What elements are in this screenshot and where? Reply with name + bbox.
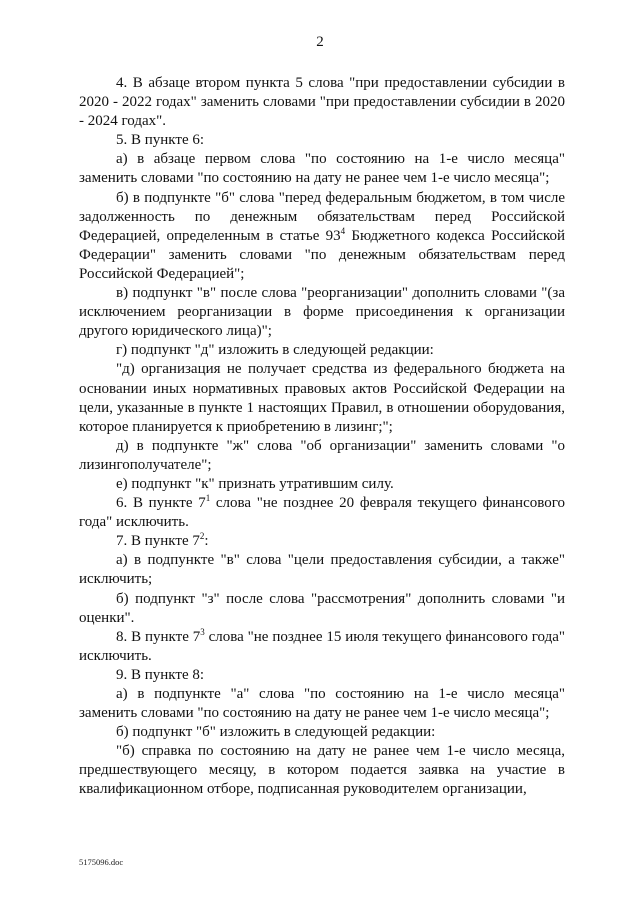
paragraph-text: б) в подпункте "б" слова "перед федеральным бюджетом, в том числе задолженность по денежным обязательствам перед Российской Федерацией, определенным в статье 93 <box>79 189 565 244</box>
paragraph-text: б) подпункт "б" изложить в следующей редакции: <box>116 724 436 741</box>
paragraph <box>79 189 565 284</box>
paragraph <box>79 532 565 551</box>
paragraph-text: 9. В пункте 8: <box>116 666 205 683</box>
paragraph-text: а) в подпункте "а" слова "по состоянию на 1-е число месяца" заменить словами "по состоянию на дату не ранее чем 1-е число месяца"; <box>79 686 565 722</box>
superscript: 3 <box>200 626 205 637</box>
paragraph-text: 4. В абзаце втором пункта 5 слова "при предоставлении субсидии в 2020 - 2022 годах" заменить словами "при предоставлении субсидии в 2020 - 2024 годах". <box>79 75 565 130</box>
paragraph-text: слова "не позднее 15 июля текущего финансового года" исключить. <box>79 628 565 664</box>
paragraph <box>79 74 565 131</box>
paragraph <box>79 666 565 685</box>
paragraph <box>79 131 565 150</box>
paragraph <box>79 590 565 628</box>
paragraph-text: 6. В пункте 7 <box>116 495 206 512</box>
paragraph-text: б) подпункт "з" после слова "рассмотрения" дополнить словами "и оценки". <box>79 590 565 626</box>
superscript: 4 <box>340 225 346 236</box>
paragraph-text: 5. В пункте 6: <box>116 132 205 149</box>
paragraph <box>79 360 565 436</box>
paragraph-text: д) в подпункте "ж" слова "об организации" заменить словами "о лизингополучателе"; <box>79 437 565 473</box>
paragraph <box>79 284 565 341</box>
paragraph <box>79 551 565 589</box>
paragraph <box>79 685 565 723</box>
paragraph-text: 7. В пункте 7 <box>116 533 200 550</box>
superscript: 1 <box>205 493 211 504</box>
paragraph-text: Бюджетного кодекса Российской Федерации" заменить словами "по денежным обязательствам перед Российской Федерацией"; <box>79 227 565 282</box>
document-body <box>79 74 565 800</box>
paragraph <box>79 475 565 494</box>
paragraph-text: г) подпункт "д" изложить в следующей редакции: <box>116 342 434 359</box>
paragraph-text: а) в абзаце первом слова "по состоянию на 1-е число месяца" заменить словами "по состоянию на дату не ранее чем 1-е число месяца"; <box>79 151 565 187</box>
paragraph <box>79 628 565 666</box>
superscript: 2 <box>199 531 205 542</box>
paragraph <box>79 723 565 742</box>
paragraph-text: а) в подпункте "в" слова "цели предоставления субсидии, а также" исключить; <box>79 552 565 588</box>
paragraph <box>79 742 565 799</box>
paragraph-text: в) подпункт "в" после слова "реорганизации" дополнить словами "(за исключением реорганизации в форме присоединения к организации другого юридического лица)"; <box>79 285 565 340</box>
paragraph-text: "б) справка по состоянию на дату не ранее чем 1-е число месяца, предшествующего месяцу, в котором подается заявка на участие в квалификационном отборе, подписанная руководителем организации, <box>79 743 565 798</box>
paragraph <box>79 341 565 360</box>
paragraph-text: 8. В пункте 7 <box>116 628 201 645</box>
page-number: 2 <box>316 34 324 50</box>
paragraph-text: : <box>204 533 209 550</box>
paragraph-text: "д) организация не получает средства из федерального бюджета на основании иных нормативных правовых актов Российской Федерации на цели, указанные в пункте 1 настоящих Правил, в отношении оборудования, которое планируется к приобретению в лизинг;"; <box>79 361 565 435</box>
document-filename: 5175096.doc <box>79 857 124 867</box>
paragraph-text: слова "не позднее 20 февраля текущего финансового года" исключить. <box>79 495 565 531</box>
paragraph-text: е) подпункт "к" признать утратившим силу. <box>116 475 394 492</box>
paragraph <box>79 150 565 188</box>
paragraph <box>79 437 565 475</box>
paragraph <box>79 494 565 532</box>
